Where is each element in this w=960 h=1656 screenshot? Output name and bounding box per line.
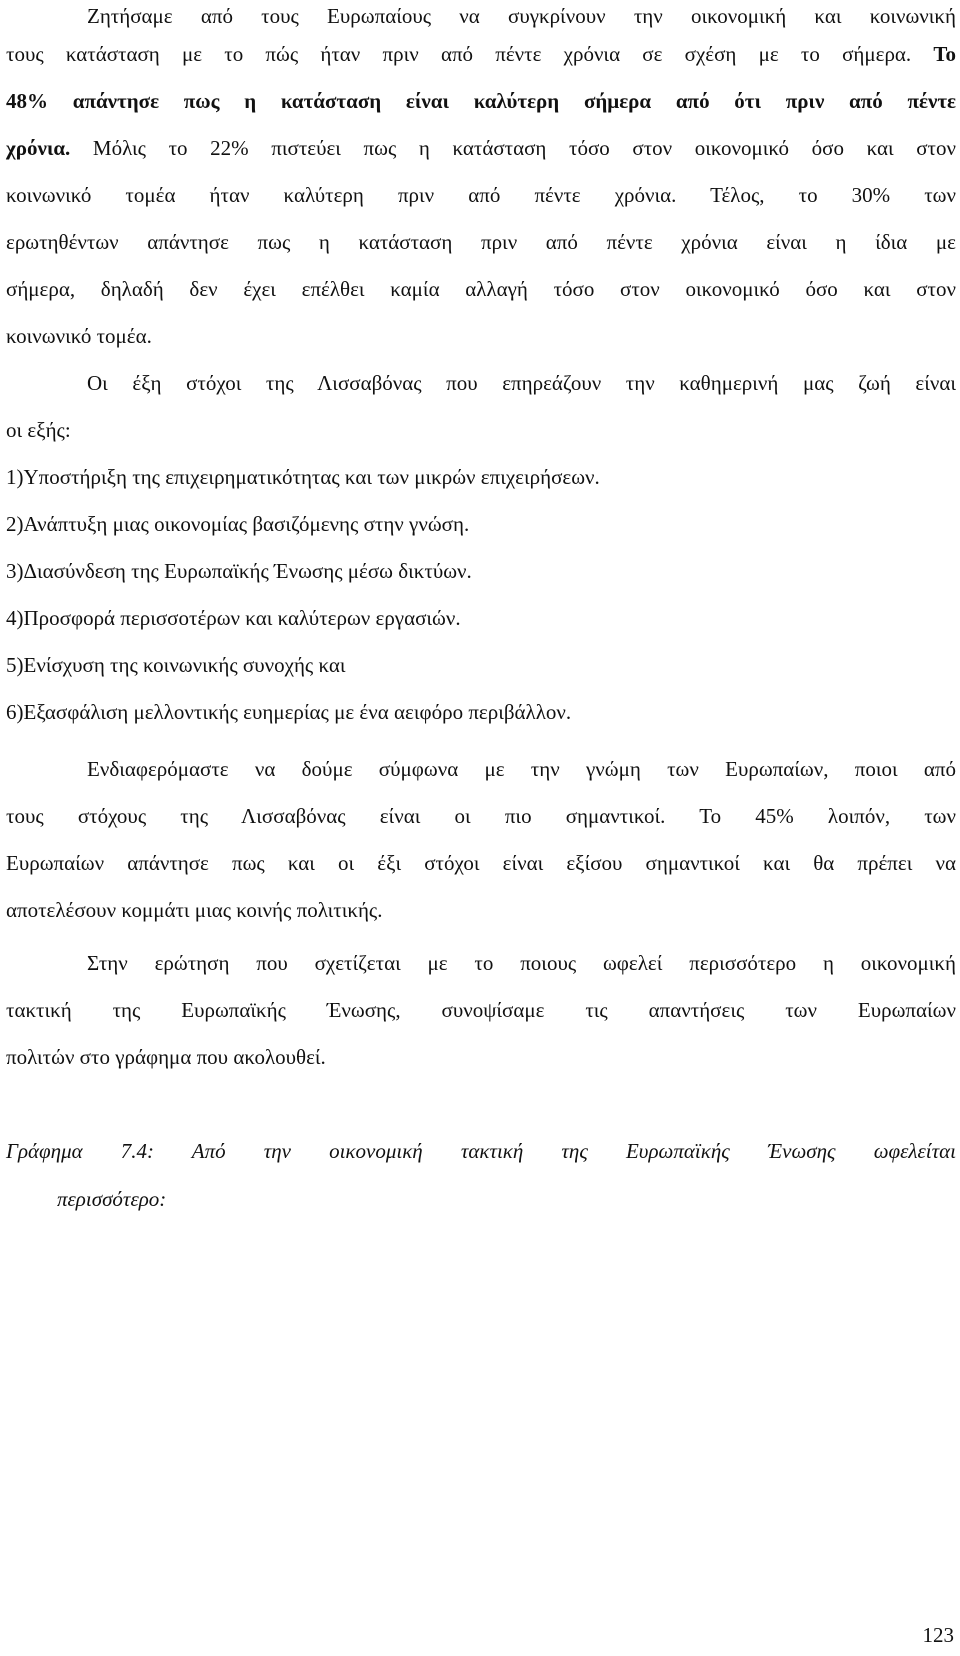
goal-item-6: 6)Εξασφάλιση μελλοντικής ευημερίας με ένα αειφόρο περιβάλλον. (6, 700, 572, 724)
paragraph-3-line-2: τους στόχους της Λισσαβόνας είναι οι πιο σημαντικοί. Το 45% λοιπόν, των (6, 804, 956, 828)
goal-item-4: 4)Προσφορά περισσοτέρων και καλύτερων εργασιών. (6, 606, 461, 630)
paragraph-3-line-1: Ενδιαφερόμαστε να δούμε σύμφωνα με την γνώμη των Ευρωπαίων, ποιοι από (87, 757, 956, 781)
paragraph-1-bold-start: Το (933, 42, 957, 66)
paragraph-1-line-1: Ζητήσαμε από τους Ευρωπαίους να συγκρίνουν την οικονομική και κοινωνική (87, 4, 956, 28)
paragraph-4-line-3: πολιτών στο γράφημα που ακολουθεί. (6, 1045, 326, 1069)
goal-item-1: 1)Υποστήριξη της επιχειρηματικότητας και των μικρών επιχειρήσεων. (6, 465, 600, 489)
paragraph-1-line-2 (6, 41, 956, 67)
paragraph-2-line-2: οι εξής: (6, 418, 71, 442)
paragraph-1-line-2-text: τους κατάσταση με το πώς ήταν πριν από πέντε χρόνια σε σχέση με το σήμερα. (6, 42, 912, 66)
page-number: 123 (922, 1623, 954, 1647)
paragraph-3-line-3: Ευρωπαίων απάντησε πως και οι έξι στόχοι είναι εξίσου σημαντικοί και θα πρέπει να (6, 851, 956, 875)
paragraph-1-line-4 (6, 135, 956, 161)
goal-item-5: 5)Ενίσχυση της κοινωνικής συνοχής και (6, 653, 346, 677)
paragraph-1-line-8: κοινωνικό τομέα. (6, 324, 152, 348)
paragraph-1-line-7: σήμερα, δηλαδή δεν έχει επέλθει καμία αλλαγή τόσο στον οικονομικό όσο και στον (6, 277, 956, 301)
paragraph-1-bold-end: χρόνια. (6, 136, 71, 160)
paragraph-4-line-1: Στην ερώτηση που σχετίζεται με το ποιους ωφελεί περισσότερο η οικονομική (87, 951, 956, 975)
goal-item-3: 3)Διασύνδεση της Ευρωπαϊκής Ένωσης μέσω δικτύων. (6, 559, 472, 583)
paragraph-1-line-5: κοινωνικό τομέα ήταν καλύτερη πριν από πέντε χρόνια. Τέλος, το 30% των (6, 183, 956, 207)
paragraph-1-line-4-text: Μόλις το 22% πιστεύει πως η κατάσταση τόσο στον οικονομικό όσο και στον (92, 136, 956, 160)
paragraph-3-line-4: αποτελέσουν κομμάτι μιας κοινής πολιτικής. (6, 898, 383, 922)
figure-caption-line-1: Γράφημα 7.4: Από την οικονομική τακτική της Ευρωπαϊκής Ένωσης ωφελείται (6, 1139, 956, 1163)
paragraph-1-line-6: ερωτηθέντων απάντησε πως η κατάσταση πριν από πέντε χρόνια είναι η ίδια με (6, 230, 956, 254)
goal-item-2: 2)Ανάπτυξη μιας οικονομίας βασιζόμενης στην γνώση. (6, 512, 470, 536)
paragraph-1-line-3-bold: 48% απάντησε πως η κατάσταση είναι καλύτερη σήμερα από ότι πριν από πέντε (6, 89, 956, 113)
paragraph-2-line-1: Οι έξη στόχοι της Λισσαβόνας που επηρεάζουν την καθημερινή μας ζωή είναι (87, 371, 956, 395)
figure-caption-line-2: περισσότερο: (57, 1187, 167, 1211)
paragraph-4-line-2: τακτική της Ευρωπαϊκής Ένωσης, συνοψίσαμε τις απαντήσεις των Ευρωπαίων (6, 998, 956, 1022)
